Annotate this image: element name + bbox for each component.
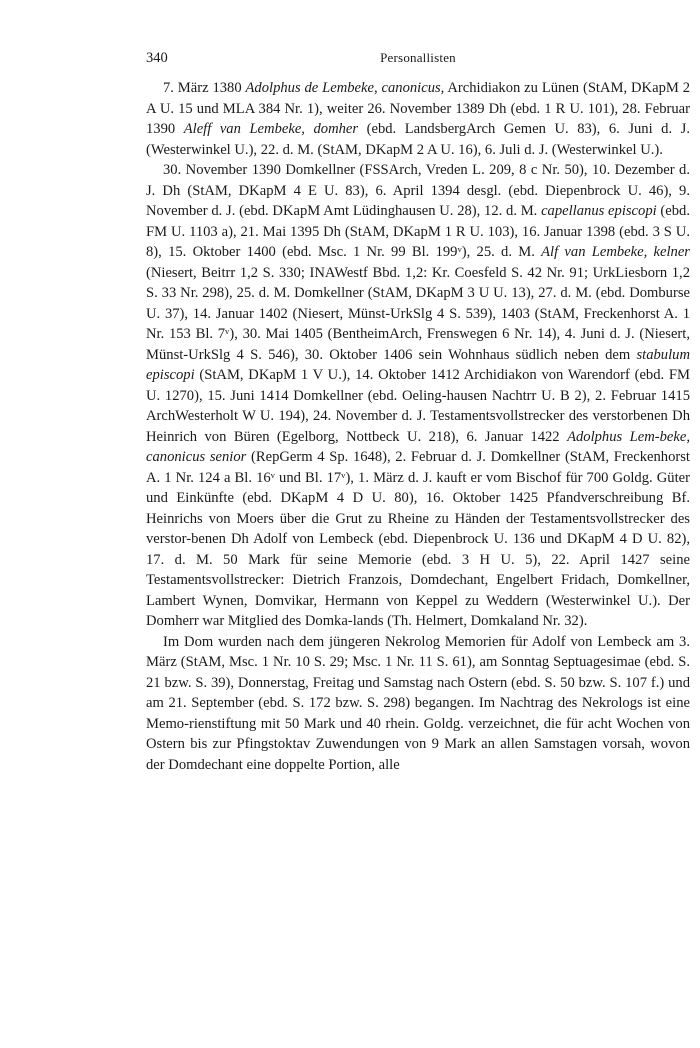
italic-name-run: Alf van Lembeke, kelner [541, 244, 690, 260]
text-run: 30. November 1390 Domkellner (FSSArch, Vreden L. 209, 8 c Nr. 50), 10. Dezember d. J. Dh (StAM, DKapM 4 E U. 83), 6. April 1394 desgl. (ebd. Diepenbrock U. 46), 9. November d. J. (ebd. DKapM Amt Lüdinghausen U. 28), 12. d. M. [146, 162, 690, 219]
italic-name-run: Adolphus Lem-beke, canonicus senior [146, 428, 691, 465]
running-header [146, 50, 690, 74]
text-run: (ebd. LandsbergArch Gemen U. 83), 6. Juni d. J. (Westerwinkel U.), 22. d. M. (StAM, DKapM 2 A U. 16), 6. Juli d. J. (Westerwinkel U.). [146, 121, 690, 158]
text-run: (StAM, DKapM 1 V U.), 14. Oktober 1412 Archidiakon von Warendorf (ebd. FM U. 1270), 15. Juni 1414 Domkellner (ebd. Oeling-hausen Nachtrr U. B 2), 2. Februar 1415 ArchWesterholt W U. 194), 24. November d. J. Testamentsvollstrecker des verstorbenen Dh Heinrich von Büren (Egelborg, Nottbeck U. 218), 6. Januar 1422 [146, 367, 690, 445]
paragraph-3 [146, 632, 690, 776]
italic-name-run: capellanus episcopi [541, 203, 657, 219]
paragraph-2 [146, 160, 690, 632]
italic-name-run: Adolphus de Lembeke, canonicus, [245, 80, 445, 96]
italic-name-run: Aleff van Lembeke, domher [183, 121, 359, 137]
text-run: Im Dom wurden nach dem jüngeren Nekrolog Memorien für Adolf von Lembeck am 3. März (StAM, Msc. 1 Nr. 10 S. 29; Msc. 1 Nr. 11 S. 61), am Sonntag Septuagesimae (ebd. S. 21 bzw. S. 39), Donnerstag, Freitag und Samstag nach Ostern (ebd. S. 50 bzw. S. 107 f.) und am 21. September (ebd. S. 172 bzw. S. 298) begangen. Im Nachtrag des Nekrologs ist eine Memo-rienstiftung mit 50 Mark und 40 rhein. Goldg. verzeichnet, die für acht Wochen von Ostern bis zur Pfingstoktav Zuwendungen von 9 Mark an allen Samstagen vorsah, wovon der Domdechant eine doppelte Portion, alle [146, 633, 690, 773]
running-title: Personallisten [380, 50, 456, 65]
page-number: 340 [146, 50, 168, 66]
document-page [146, 50, 690, 775]
paragraph-1 [146, 78, 690, 160]
text-run: Archidiakon zu Lünen (StAM, DKapM 2 A U. 15 und MLA 384 Nr. 1), weiter 26. November 1389 Dh (ebd. 1 R U. 101), 28. Februar 1390 [146, 80, 690, 137]
text-run: (RepGerm 4 Sp. 1648), 2. Februar d. J. Domkellner (StAM, Freckenhorst A. 1 Nr. 124 a Bl. 16ᵛ und Bl. 17ᵛ), 1. März d. J. kauft er vom Bischof für 700 Goldg. Güter und Einkünfte (ebd. DKapM 4 D U. 80), 16. Oktober 1425 Pfandverschreibung Bf. Heinrichs von Moers über die Grut zu Rheine zu Händen der Testamentsvollstrecker des verstor-benen Dh Adolf von Lembeck (ebd. Diepenbrock U. 136 und DKapM 4 D U. 82), 17. d. M. 50 Mark für seine Memorie (ebd. 3 H U. 5), 22. April 1427 seine Testamentsvollstrecker: Dietrich Franzois, Domdechant, Engelbert Fridach, Domkellner, Lambert Wynen, Domvikar, Hermann von Keppel zu Weddern (Westerwinkel U.). Der Domherr war Mitglied des Domka-lands (Th. Helmert, Domkaland Nr. 32). [146, 449, 690, 629]
text-run: (ebd. FM U. 1103 a), 21. Mai 1395 Dh (StAM, DKapM 1 R U. 103), 16. Januar 1398 (ebd. 3 S U. 8), 15. Oktober 1400 (ebd. Msc. 1 Nr. 99 Bl. 199ᵛ), 25. d. M. [146, 203, 691, 260]
body-text [146, 78, 690, 775]
text-run: (Niesert, Beitrr 1,2 S. 330; INAWestf Bbd. 1,2: Kr. Coesfeld S. 42 Nr. 91; UrkLiesborn 1,2 S. 33 Nr. 298), 25. d. M. Domkellner (StAM, DKapM 3 U U. 13), 27. d. M. (ebd. Domburse U. 37), 14. Januar 1402 (Niesert, Münst-UrkSlg 4 S. 539), 1403 (StAM, Freckenhorst A. 1 Nr. 153 Bl. 7ᵛ), 30. Mai 1405 (BentheimArch, Frenswegen 6 Nr. 14), 4. Juni d. J. (Niesert, Münst-UrkSlg 4 S. 546), 30. Oktober 1406 sein Wohnhaus südlich neben dem [146, 264, 690, 363]
text-run: 7. März 1380 [163, 80, 246, 96]
italic-name-run: stabulum episcopi [146, 346, 690, 383]
